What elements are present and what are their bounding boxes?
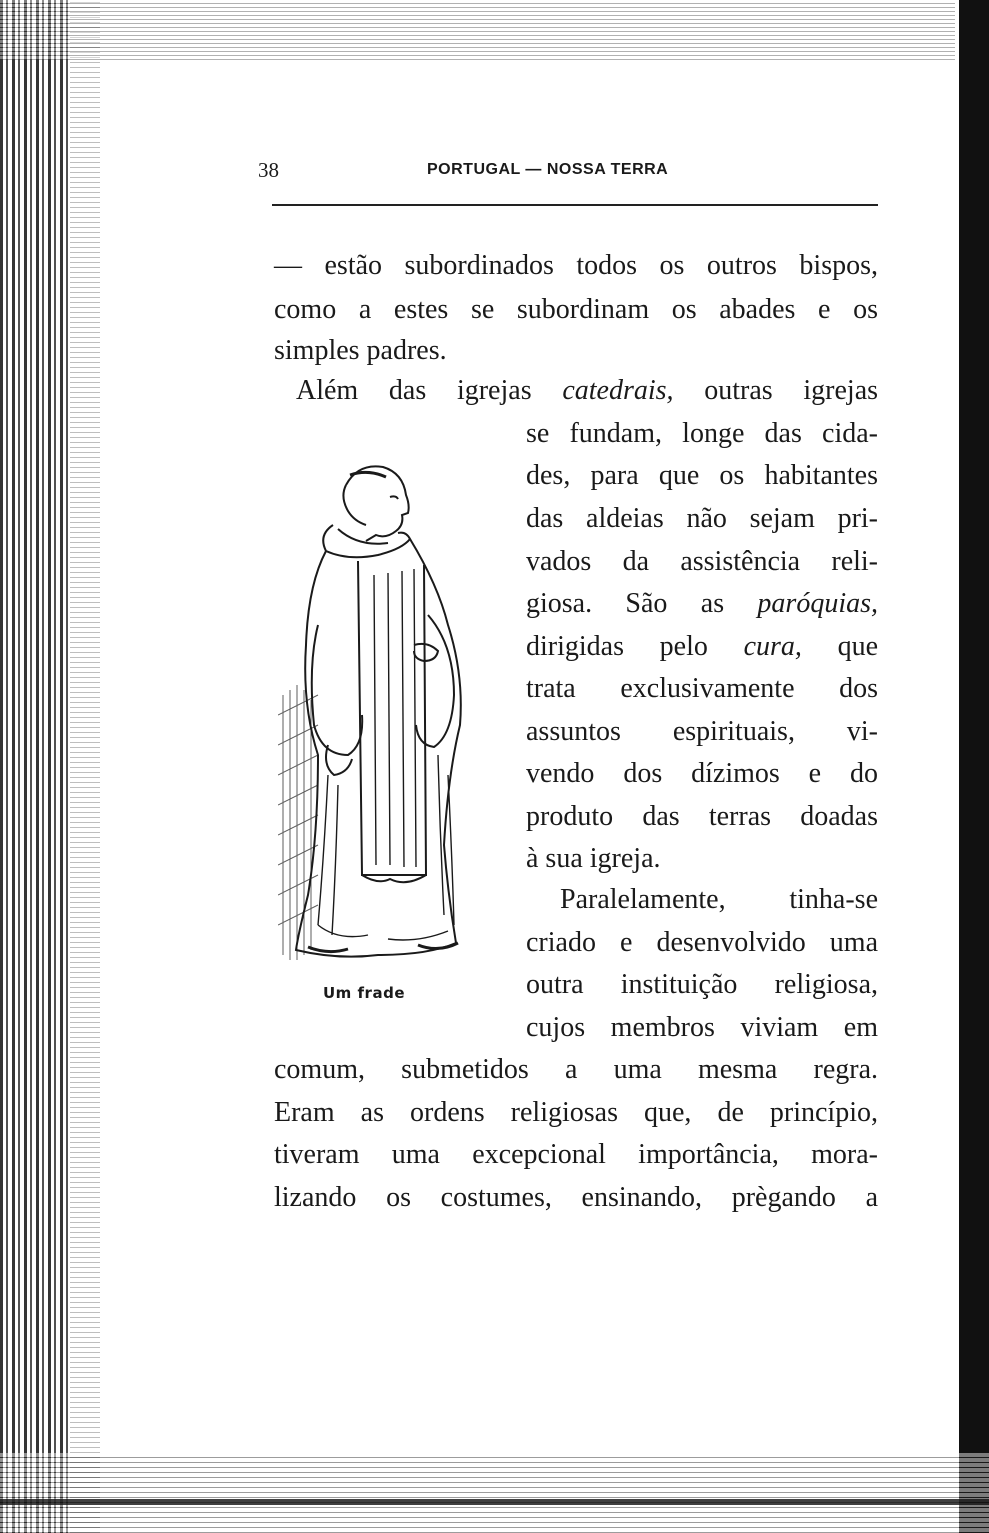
scan-edge-left <box>0 0 70 1533</box>
text-line: das aldeias não sejam pri- <box>526 503 878 534</box>
text-line: à sua igreja. <box>526 843 661 874</box>
text-line: giosa. São as paróquias, <box>526 588 878 619</box>
text-line: des, para que os habitantes <box>526 460 878 491</box>
text-line: assuntos espirituais, vi- <box>526 716 878 747</box>
scan-edge-left-noise <box>70 0 100 1533</box>
text-line: comum, submetidos a uma mesma regra. <box>274 1054 878 1085</box>
text-line: tiveram uma excepcional importância, mora- <box>274 1139 878 1170</box>
text-line: como a estes se subordinam os abades e os <box>274 294 878 325</box>
page-number: 38 <box>258 158 279 182</box>
page-header <box>258 158 878 188</box>
scan-edge-right <box>959 0 989 1533</box>
friar-illustration-icon <box>278 455 478 985</box>
text-line: criado e desenvolvido uma <box>526 927 878 958</box>
text-line: — estão subordinados todos os outros bispos, <box>274 250 878 281</box>
text-line: lizando os costumes, ensinando, prègando a <box>274 1182 878 1213</box>
text-line: vendo dos dízimos e do <box>526 758 878 789</box>
text-line: Eram as ordens religiosas que, de princípio, <box>274 1097 878 1128</box>
text-line: simples padres. <box>274 335 447 366</box>
header-rule <box>272 204 878 206</box>
text-line: dirigidas pelo cura, que <box>526 631 879 662</box>
scan-edge-right-gap <box>955 0 959 1533</box>
text-line: cujos membros viviam em <box>526 1012 878 1043</box>
text-line: vados da assistência reli- <box>526 546 878 577</box>
text-line: Além das igrejas catedrais, outras igrejas <box>296 375 879 406</box>
scan-edge-top <box>0 0 989 60</box>
text-line: Paralelamente, tinha-se <box>560 884 878 915</box>
text-line: outra instituição religiosa, <box>526 969 878 1000</box>
text-line: trata exclusivamente dos <box>526 673 878 704</box>
scan-edge-bottom-band <box>0 1499 989 1505</box>
text-line: produto das terras doadas <box>526 801 878 832</box>
scan-edge-bottom <box>0 1453 989 1533</box>
figure-caption: Um frade <box>323 984 405 1002</box>
text-line: se fundam, longe das cida- <box>526 418 878 449</box>
running-title: PORTUGAL — NOSSA TERRA <box>427 161 669 178</box>
